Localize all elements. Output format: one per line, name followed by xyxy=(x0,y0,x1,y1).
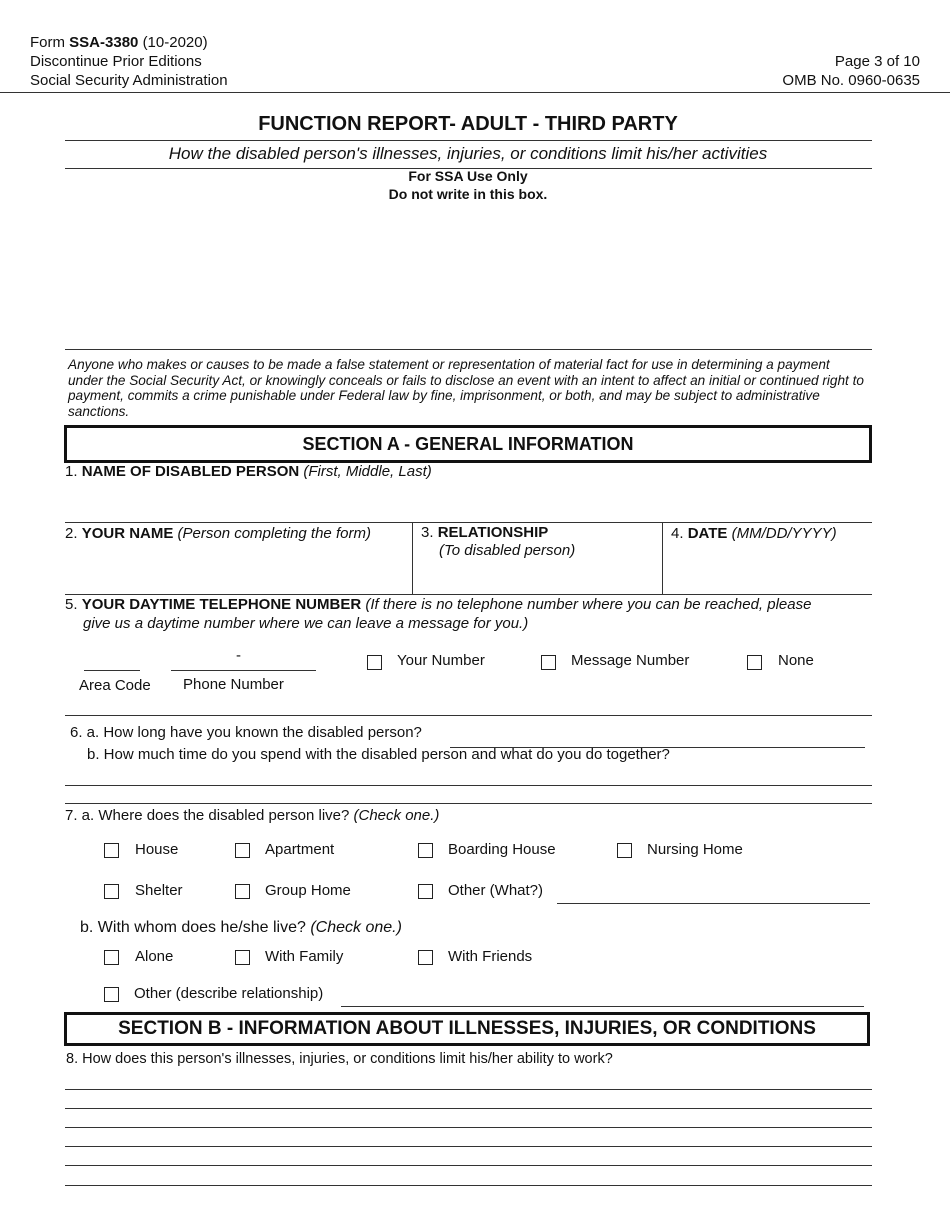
with-family-checkbox[interactable] xyxy=(235,950,250,965)
q2-q3-divider xyxy=(412,522,413,594)
q6a-label: 6. a. How long have you known the disabled person? xyxy=(70,724,422,741)
area-code-input[interactable] xyxy=(84,652,140,670)
answer-line-5 xyxy=(65,1165,872,1166)
group-home-label: Group Home xyxy=(265,882,351,899)
q6a-known-input[interactable] xyxy=(450,727,865,747)
alone-label: Alone xyxy=(135,948,174,965)
your-number-checkbox[interactable] xyxy=(367,655,382,670)
q7b-label: b. With whom does he/she live? (Check one.) xyxy=(80,919,402,936)
form-prefix: Form xyxy=(30,34,65,51)
other-residence-line xyxy=(557,903,870,904)
q8-label: 8. How does this person's illnesses, injuries, or conditions limit his/her ability to work? xyxy=(66,1051,613,1067)
your-number-label: Your Number xyxy=(397,652,485,669)
date-input[interactable] xyxy=(668,548,868,588)
other-residence-label: Other (What?) xyxy=(448,882,544,899)
your-name-input[interactable] xyxy=(68,548,406,588)
q3-label: 3. RELATIONSHIP xyxy=(421,524,549,541)
ssa-box-bottom xyxy=(65,349,872,350)
q5-label: 5. YOUR DAYTIME TELEPHONE NUMBER (If there is no telephone number where you can be reached, please xyxy=(65,596,812,613)
page-number: Page 3 of 10 xyxy=(834,53,920,70)
q4-label: 4. DATE (MM/DD/YYYY) xyxy=(671,525,837,542)
phone-number-label: Phone Number xyxy=(183,676,284,693)
other-residence-input[interactable] xyxy=(557,883,870,903)
message-number-checkbox[interactable] xyxy=(541,655,556,670)
disabled-person-name-input[interactable] xyxy=(68,484,868,518)
q3-hint: (To disabled person) xyxy=(439,542,576,559)
area-code-line xyxy=(84,670,140,671)
header-divider xyxy=(0,92,950,93)
house-label: House xyxy=(135,841,179,858)
phone-number-line xyxy=(171,670,316,671)
boarding-house-checkbox[interactable] xyxy=(418,843,433,858)
q1-divider xyxy=(65,522,872,523)
section-b-title: SECTION B - INFORMATION ABOUT ILLNESSES, INJURIES, OR CONDITIONS xyxy=(118,1018,816,1039)
q6-divider xyxy=(65,803,872,804)
q2-row-divider xyxy=(65,594,872,595)
do-not-write-label: Do not write in this box. xyxy=(388,186,548,202)
editions-note: Discontinue Prior Editions xyxy=(30,53,202,70)
penalty-warning: Anyone who makes or causes to be made a false statement or representation of material fact for use in determining a payment under the Social Security Act, or knowingly conceals or fails to disclose an event with an intent to affect an initial or continued right to payment, commits a crime punishable under Federal law by fine, imprisonment, or both, and may be subject to administrative sanctions. xyxy=(68,357,864,419)
form-number: SSA-3380 xyxy=(69,34,139,51)
nursing-home-label: Nursing Home xyxy=(647,841,743,858)
q6b-answer-line xyxy=(65,785,872,786)
house-checkbox[interactable] xyxy=(104,843,119,858)
q1-label: 1. NAME OF DISABLED PERSON (First, Middle, Last) xyxy=(65,463,432,480)
other-residence-checkbox[interactable] xyxy=(418,884,433,899)
with-friends-label: With Friends xyxy=(448,948,533,965)
q6b-time-input[interactable] xyxy=(65,766,872,785)
page-subtitle: How the disabled person's illnesses, injuries, or conditions limit his/her activities xyxy=(168,144,768,163)
page-title: FUNCTION REPORT- ADULT - THIRD PARTY xyxy=(258,113,678,135)
phone-dash: - xyxy=(236,647,241,664)
with-family-label: With Family xyxy=(265,948,344,965)
q7a-label: 7. a. Where does the disabled person live? (Check one.) xyxy=(65,807,440,824)
phone-number-input[interactable] xyxy=(171,652,316,670)
alone-checkbox[interactable] xyxy=(104,950,119,965)
answer-line-6 xyxy=(65,1185,872,1186)
group-home-checkbox[interactable] xyxy=(235,884,250,899)
title-divider xyxy=(65,140,872,141)
other-relationship-input[interactable] xyxy=(341,986,864,1006)
form-id-line xyxy=(30,34,208,51)
answer-line-1 xyxy=(65,1089,872,1090)
q3-q4-divider xyxy=(662,522,663,594)
nursing-home-checkbox[interactable] xyxy=(617,843,632,858)
relationship-input[interactable] xyxy=(418,563,656,591)
other-relationship-line xyxy=(341,1006,864,1007)
q5-hint-line2: give us a daytime number where we can leave a message for you.) xyxy=(83,615,529,632)
section-b-header xyxy=(64,1012,870,1046)
other-relationship-label: Other (describe relationship) xyxy=(134,985,324,1002)
answer-line-3 xyxy=(65,1127,872,1128)
apartment-label: Apartment xyxy=(265,841,335,858)
q6b-label: b. How much time do you spend with the disabled person and what do you do together? xyxy=(87,746,670,763)
with-friends-checkbox[interactable] xyxy=(418,950,433,965)
shelter-label: Shelter xyxy=(135,882,183,899)
omb-number: OMB No. 0960-0635 xyxy=(782,72,920,89)
shelter-checkbox[interactable] xyxy=(104,884,119,899)
none-label: None xyxy=(778,652,814,669)
q5-divider xyxy=(65,715,872,716)
form-version: (10-2020) xyxy=(142,34,208,51)
q2-label: 2. YOUR NAME (Person completing the form) xyxy=(65,525,371,542)
agency-name: Social Security Administration xyxy=(30,72,228,89)
answer-line-2 xyxy=(65,1108,872,1109)
none-checkbox[interactable] xyxy=(747,655,762,670)
apartment-checkbox[interactable] xyxy=(235,843,250,858)
area-code-label: Area Code xyxy=(79,677,151,694)
boarding-house-label: Boarding House xyxy=(448,841,556,858)
other-relationship-checkbox[interactable] xyxy=(104,987,119,1002)
section-a-title: SECTION A - GENERAL INFORMATION xyxy=(302,434,634,454)
message-number-label: Message Number xyxy=(571,652,690,669)
section-a-header xyxy=(64,425,872,463)
ssa-use-only-label: For SSA Use Only xyxy=(408,168,528,184)
answer-line-4 xyxy=(65,1146,872,1147)
